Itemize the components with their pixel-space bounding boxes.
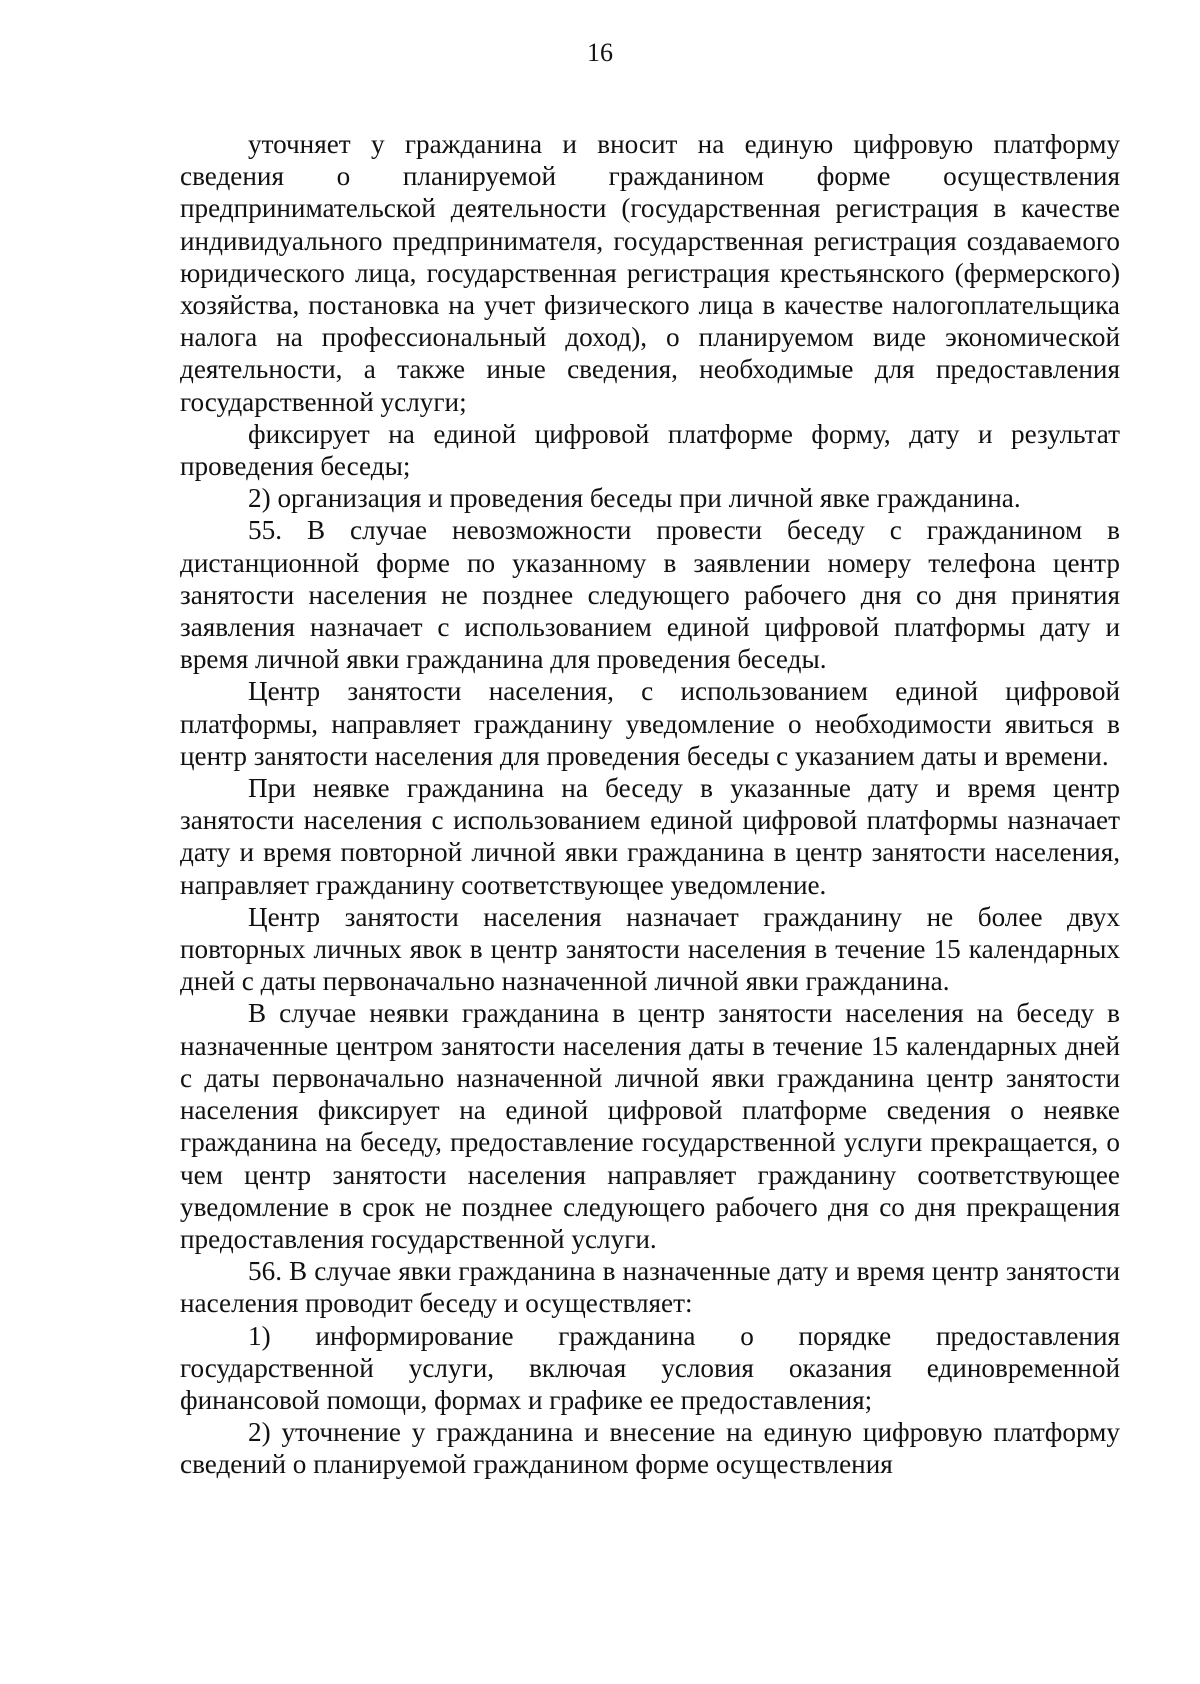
paragraph-continuation: уточняет у гражданина и вносит на единую цифровую платформу сведения о планируемой гражданином форме осуществления предпринимательской деятельности (государственная регистрация в качестве индивидуального предпринимателя, государственная регистрация создаваемого юридического лица, государственная регистрация крестьянского (фермерского) хозяйства, постановка на учет физического лица в качестве налогоплательщика налога на профессиональный доход), о планируемом виде экономической деятельности, а также иные сведения, необходимые для предоставления государственной услуги; (180, 129, 1120, 417)
page-number: 16 (587, 38, 613, 67)
paragraph-55: 55. В случае невозможности провести беседу с гражданином в дистанционной форме по указанному в заявлении номеру телефона центр занятости населения не позднее следующего рабочего дня со дня принятия заявления назначает с использованием единой цифровой платформы дату и время личной явки гражданина для проведения беседы. (180, 515, 1120, 675)
paragraph-record-conversation: фиксирует на единой цифровой платформе форму, дату и результат проведения беседы; (180, 418, 1120, 482)
paragraph-no-show: При неявке гражданина на беседу в указанные дату и время центр занятости населения с использованием единой цифровой платформы назначает дату и время повторной личной явки гражданина в центр занятости населения, направляет гражданину соответствующее уведомление. (180, 773, 1120, 900)
paragraph-termination: В случае неявки гражданина в центр занятости населения на беседу в назначенные центром занятости населения даты в течение 15 календарных дней с даты первоначально назначенной личной явки гражданина центр занятости населения фиксирует на единой цифровой платформе сведения о неявке гражданина на беседу, предоставление государственной услуги прекращается, о чем центр занятости населения направляет гражданину соответствующее уведомление в срок не позднее следующего рабочего дня со дня прекращения предоставления государственной услуги. (180, 998, 1120, 1254)
paragraph-56-item-2: 2) уточнение у гражданина и внесение на единую цифровую платформу сведений о планируемой гражданином форме осуществления (180, 1417, 1120, 1480)
paragraph-item-2-in-person: 2) организация и проведения беседы при личной явке гражданина. (248, 483, 1021, 514)
paragraph-repeat-visits: Центр занятости населения назначает гражданину не более двух повторных личных явок в центр занятости населения в течение 15 календарных дней с даты первоначально назначенной личной явки гражданина. (180, 901, 1120, 997)
paragraph-56-item-1: 1) информирование гражданина о порядке предоставления государственной услуги, включая условия оказания единовременной финансовой помощи, формах и графике ее предоставления; (180, 1320, 1120, 1415)
paragraph-56: 56. В случае явки гражданина в назначенные дату и время центр занятости населения проводит беседу и осуществляет: (180, 1256, 1120, 1319)
document-body (180, 128, 1120, 1481)
paragraph-notification: Центр занятости населения, с использованием единой цифровой платформы, направляет гражданину уведомление о необходимости явиться в центр занятости населения для проведения беседы с указанием даты и времени. (180, 676, 1120, 771)
